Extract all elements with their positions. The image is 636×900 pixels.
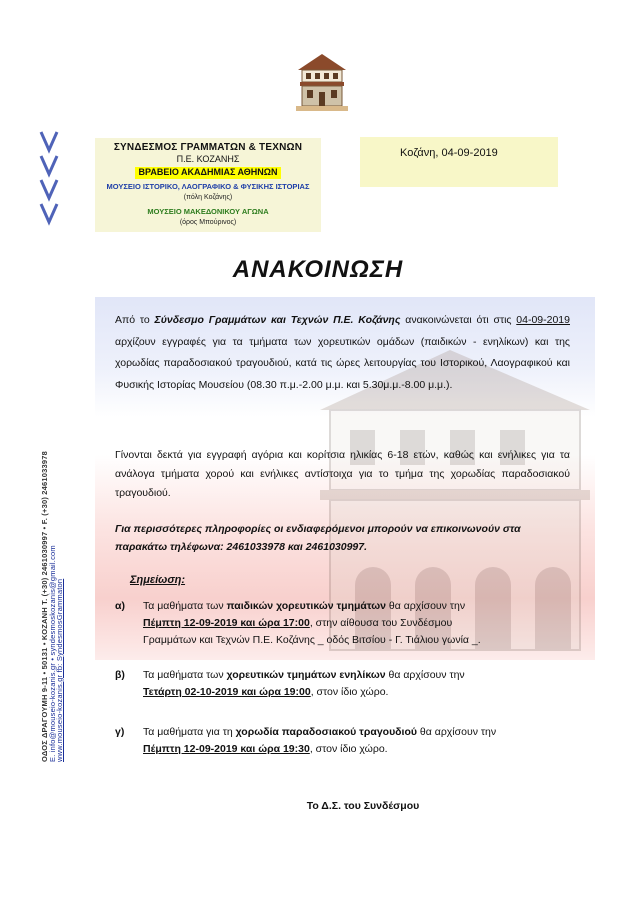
p1-text-a: Από το: [115, 314, 155, 326]
org-award: ΒΡΑΒΕΙΟ ΑΚΑΔΗΜΙΑΣ ΑΘΗΝΩΝ: [135, 167, 280, 179]
document-date: Κοζάνη, 04-09-2019: [400, 147, 498, 159]
signature: Το Δ.Σ. του Συνδέσμου: [306, 800, 420, 812]
paragraph-registration: [115, 310, 570, 396]
p1-text-c: ανακοινώνεται ότι στις: [400, 314, 517, 326]
vertical-email-text[interactable]: E. info@mouseio-kozanis.gr • syndesmoskozanis@gmail.com: [48, 545, 57, 762]
item-g-label: γ): [115, 726, 125, 738]
item-a-t3: θα αρχίσουν την: [385, 600, 466, 612]
organization-header: [95, 138, 321, 232]
p1-text-e: αρχίζουν εγγραφές για τα τμήματα των χορευτικών ομάδων (παιδικών - ενηλίκων) και της χορωδίας παραδοσιακού τραγουδιού, κατά τις ώρες λειτουργίας του Ιστορικού, Λαογραφικού και Φυσικής Ιστορίας Μουσείου (08.30 π.μ.-2.00 μ.μ. και 5.30μ.μ.-8.00 μ.μ.).: [115, 335, 570, 391]
item-b-t5: , στον ίδιο χώρο.: [310, 686, 389, 698]
item-g-t5: , στον ίδιο χώρο.: [309, 743, 388, 755]
item-g-t2: χορωδία παραδοσιακού τραγουδιού: [235, 726, 417, 738]
item-b-t3: θα αρχίσουν την: [385, 669, 465, 681]
museum-macedonian-location: (όρος Μπούρινος): [179, 219, 237, 226]
museum-macedonian: ΜΟΥΣΕΙΟ ΜΑΚΕΔΟΝΙΚΟΥ ΑΓΩΝΑ: [147, 206, 269, 216]
item-g-t3: θα αρχίσουν την: [417, 726, 497, 738]
museum-historical: ΜΟΥΣΕΙΟ ΙΣΤΟΡΙΚΟ, ΛΑΟΓΡΑΦΙΚΟ & ΦΥΣΙΚΗΣ ΙΣΤΟΡΙΑΣ: [106, 181, 310, 191]
museum-logo-icon: [294, 50, 350, 114]
p1-org-name: Σύνδεσμο Γραμμάτων και Τεχνών Π.Ε. Κοζάνης: [154, 314, 401, 326]
vertical-web-text[interactable]: www.mouseio-kozanis.gr fb: SyndesmosGrammaton: [55, 578, 64, 762]
date-box: [360, 137, 558, 187]
chevron-decoration-icon: [38, 128, 60, 228]
item-a-t1: Τα μαθήματα των: [143, 600, 227, 612]
item-b-label: β): [115, 669, 125, 681]
item-a-t2: παιδικών χορευτικών τμημάτων: [226, 600, 386, 612]
note-item-a: [115, 598, 570, 649]
item-a-label: α): [115, 600, 125, 612]
vertical-contact-strip: [38, 262, 64, 762]
page-title: ΑΝΑΚΟΙΝΩΣΗ: [232, 256, 404, 283]
note-item-b: [115, 667, 570, 701]
paragraph-eligibility: Γίνονται δεκτά για εγγραφή αγόρια και κορίτσια ηλικίας 6-18 ετών, καθώς και ενήλικες για τα ανάλογα τμήματα χορού και ενήλικες αντίστοιχα για το τμήμα της χορωδίας παραδοσιακού τραγουδιού.: [115, 449, 570, 499]
vertical-address-text: ΟΔΟΣ ΔΡΑΓΟΥΜΗ 9-11 • 50131 • ΚΟΖΑΝΗ Τ. (+30) 2461030997 • F. (+30) 2461033978: [40, 450, 49, 762]
org-city: Π.Ε. ΚΟΖΑΝΗΣ: [176, 153, 240, 164]
item-g-datetime: Πέμπτη 12-09-2019 και ώρα 19:30: [143, 743, 310, 755]
item-a-t6: Γραμμάτων και Τεχνών Π.Ε. Κοζάνης _ οδός Βιτσίου - Γ. Τιάλιου γωνία _.: [143, 634, 481, 646]
note-item-g: [115, 724, 570, 758]
item-b-t2: χορευτικών τμημάτων ενηλίκων: [226, 669, 386, 681]
item-a-datetime: Πέμπτη 12-09-2019 και ώρα 17:00: [143, 617, 310, 629]
p1-date: 04-09-2019: [516, 314, 570, 326]
org-name: ΣΥΝΔΕΣΜΟΣ ΓΡΑΜΜΑΤΩΝ & ΤΕΧΝΩΝ: [113, 142, 303, 153]
item-g-t1: Τα μαθήματα για τη: [143, 726, 236, 738]
item-b-datetime: Τετάρτη 02-10-2019 και ώρα 19:00: [143, 686, 311, 698]
item-b-t1: Τα μαθήματα των: [143, 669, 227, 681]
museum-historical-location: (πόλη Κοζάνης): [183, 194, 233, 201]
item-a-t5: , στην αίθουσα του Συνδέσμου: [309, 617, 453, 629]
note-label: Σημείωση:: [130, 574, 186, 586]
paragraph-contact-phones: Για περισσότερες πληροφορίες οι ενδιαφερόμενοι μπορούν να επικοινωνούν στα παρακάτω τηλέφωνα: 2461033978 και 2461030997.: [115, 523, 521, 553]
